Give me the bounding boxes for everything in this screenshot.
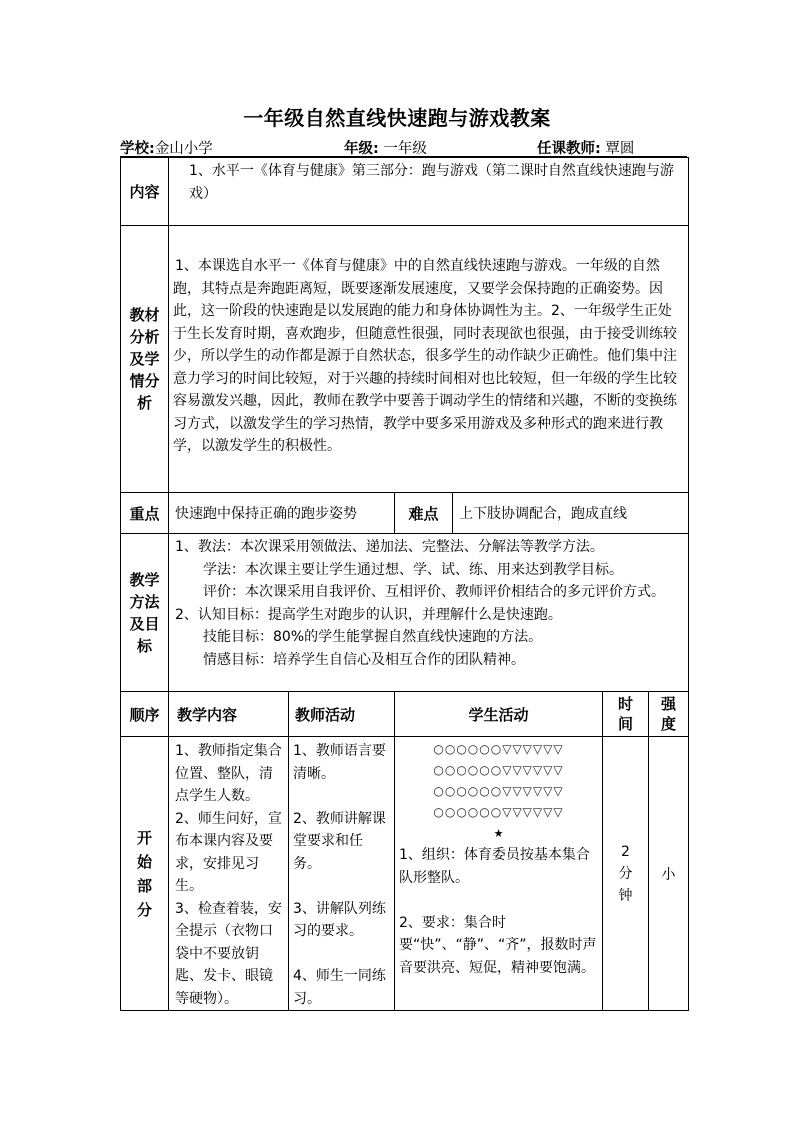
formation-row: ○○○○○○▽▽▽▽▽▽ xyxy=(433,763,564,777)
analysis-label: 教材分析及学情分析 xyxy=(121,226,169,493)
column-student: 学生活动 xyxy=(395,692,603,737)
key-text: 快速跑中保持正确的跑步姿势 xyxy=(169,493,395,534)
grade-field xyxy=(344,137,427,157)
column-time: 时间 xyxy=(603,692,649,737)
start-intensity: 小 xyxy=(649,737,689,1011)
content-text: 1、水平一《体育与健康》第三部分：跑与游戏（第二课时自然直线快速跑与游戏） xyxy=(189,163,674,202)
methods-cell xyxy=(169,534,689,692)
start-student-text: 1、组织：体育委员按基本集合队形整队。 2、要求：集合时要“快”、“静”、“齐”，报数时声音要洪亮、短促，精神要饱满。 xyxy=(399,847,597,976)
start-content-cell xyxy=(169,737,289,1011)
content-row xyxy=(121,158,689,226)
methods-line-4: 2、认知目标：提高学生对跑步的认识，并理解什么是快速跑。 xyxy=(175,606,562,623)
methods-line-6: 情感目标：培养学生自信心及相互合作的团队精神。 xyxy=(203,651,525,668)
column-header-row xyxy=(121,692,689,737)
content-cell xyxy=(169,158,689,226)
key-label: 重点 xyxy=(121,493,169,534)
grade-value: 一年级 xyxy=(383,141,427,157)
start-teacher-text: 1、教师语言要清晰。 2、教师讲解课堂要求和任务。 3、讲解队列练习的要求。 4、师生一同练习。 xyxy=(293,743,386,1007)
methods-line-2: 学法：本次课主要让学生通过想、学、试、练、用来达到教学目标。 xyxy=(203,561,623,578)
formation-row: ○○○○○○▽▽▽▽▽▽ xyxy=(433,784,564,798)
start-section-row xyxy=(121,737,689,1011)
lesson-plan-table xyxy=(120,157,689,1011)
teacher-position-star-icon: ★ xyxy=(493,827,504,840)
analysis-cell xyxy=(169,226,689,493)
column-content: 教学内容 xyxy=(169,692,289,737)
formation-row: ○○○○○○▽▽▽▽▽▽ xyxy=(433,805,564,819)
column-order: 顺序 xyxy=(121,692,169,737)
grade-label: 年级: xyxy=(344,141,379,157)
difficulty-text: 上下肢协调配合，跑成直线 xyxy=(453,493,689,534)
start-content-text: 1、教师指定集合位置、整队，清点学生人数。 2、师生问好，宣布本课内容及要求，安排见习生。 3、检查着装，安全提示（衣物口袋中不要放钥匙、发卡、眼镜等硬物）。 xyxy=(175,743,282,1007)
teacher-label: 任课教师: xyxy=(537,141,601,157)
methods-line-5: 技能目标：80%的学生能掌握自然直线快速跑的方法。 xyxy=(203,629,543,645)
formation-row: ○○○○○○▽▽▽▽▽▽ xyxy=(433,742,564,756)
start-teacher-cell xyxy=(289,737,395,1011)
analysis-row xyxy=(121,226,689,493)
column-teacher: 教师活动 xyxy=(289,692,395,737)
start-student-cell xyxy=(395,737,603,1011)
analysis-text: 1、本课选自水平一《体育与健康》中的自然直线快速跑与游戏。一年级的自然跑，其特点是奔跑距离短，既要逐渐发展速度，又要学会保持跑的正确姿势。因此，这一阶段的快速跑是以发展跑的能力和身体协调性为主。2、一年级学生正处于生长发育时期，喜欢跑步，但随意性很强，同时表现欲也很强，由于接受训练较少，所以学生的动作都是源于自然状态，很多学生的动作缺少正确性。他们集中注意力学习的时间比较短，对于兴趣的持续时间相对也比较短，但一年级的学生比较容易激发兴趣，因此，教师在教学中要善于调动学生的情绪和兴趣，不断的变换练习方式，以激发学生的学习热情，教学中要多采用游戏及多种形式的跑来进行教学，以激发学生的积极性。 xyxy=(173,258,677,454)
key-row xyxy=(121,493,689,534)
difficulty-label: 难点 xyxy=(395,493,453,534)
header-underline xyxy=(120,156,687,157)
column-intensity: 强度 xyxy=(649,692,689,737)
school-label: 学校: xyxy=(120,141,155,157)
document-title: 一年级自然直线快速跑与游戏教案 xyxy=(243,106,551,130)
start-section-label: 开始部分 xyxy=(121,737,169,1011)
methods-row xyxy=(121,534,689,692)
school-field xyxy=(120,137,213,157)
start-time: 2分钟 xyxy=(603,737,649,1011)
methods-line-3: 评价：本次课采用自我评价、互相评价、教师评价相结合的多元评价方式。 xyxy=(203,584,665,600)
teacher-value: 覃圆 xyxy=(605,141,635,157)
methods-line-1: 1、教法：本次课采用领做法、递加法、完整法、分解法等教学方法。 xyxy=(175,539,604,555)
methods-label: 教学方法及目标 xyxy=(121,534,169,692)
teacher-field xyxy=(537,137,634,157)
school-value: 金山小学 xyxy=(154,141,213,157)
content-label: 内容 xyxy=(121,158,169,226)
